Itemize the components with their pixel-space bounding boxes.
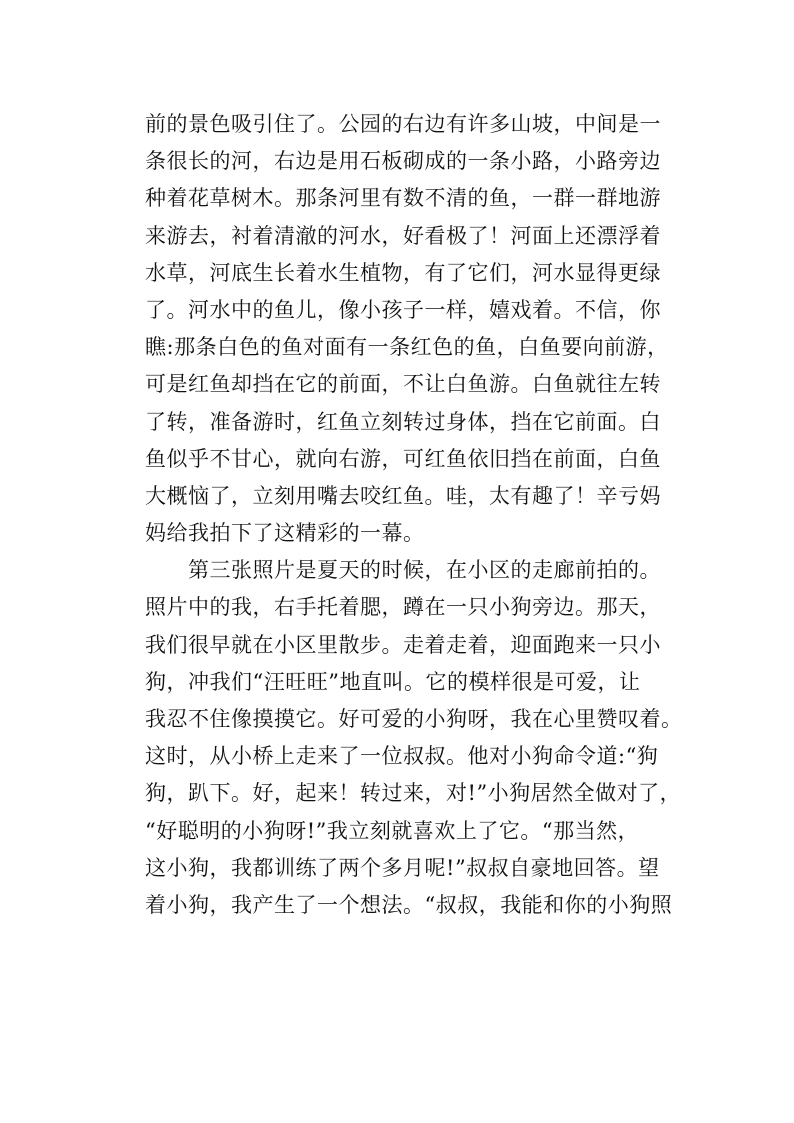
text-line: 狗，冲我们“汪旺旺”地直叫。它的模样很是可爱，让 bbox=[145, 669, 641, 694]
text-line: 照片中的我，右手托着腮，蹲在一只小狗旁边。那天， bbox=[145, 595, 661, 620]
text-line: 大概恼了，立刻用嘴去咬红鱼。哇，太有趣了！辛亏妈 bbox=[145, 483, 661, 508]
text-line: 了转，准备游时，红鱼立刻转过身体，挡在它前面。白 bbox=[145, 409, 661, 434]
text-line: 狗，趴下。好，起来！转过来，对!”小狗居然全做对了， bbox=[145, 781, 682, 806]
text-line: 前的景色吸引住了。公园的右边有许多山坡，中间是一 bbox=[145, 112, 661, 136]
text-line: 第三张照片是夏天的时候，在小区的走廊前拍的。 bbox=[145, 558, 661, 583]
text-line: 我们很早就在小区里散步。走着走着，迎面跑来一只小 bbox=[145, 632, 661, 657]
text-line: “好聪明的小狗呀!”我立刻就喜欢上了它。“那当然， bbox=[145, 818, 640, 843]
text-line: 这小狗，我都训练了两个多月呢!”叔叔自豪地回答。望 bbox=[145, 855, 660, 880]
text-line: 可是红鱼却挡在它的前面，不让白鱼游。白鱼就往左转 bbox=[145, 372, 661, 397]
text-line: 种着花草树木。那条河里有数不清的鱼，一群一群地游 bbox=[145, 186, 661, 211]
text-line: 鱼似乎不甘心，就向右游，可红鱼依旧挡在前面，白鱼 bbox=[145, 446, 661, 471]
body-text bbox=[145, 106, 683, 924]
text-line: 着小狗，我产生了一个想法。“叔叔，我能和你的小狗照 bbox=[145, 892, 673, 917]
text-line: 妈给我拍下了这精彩的一幕。 bbox=[145, 521, 425, 546]
text-line: 水草，河底生长着水生植物，有了它们，河水显得更绿 bbox=[145, 260, 661, 285]
text-line: 这时，从小桥上走来了一位叔叔。他对小狗命令道:“狗 bbox=[145, 744, 659, 769]
text-line: 我忍不住像摸摸它。好可爱的小狗呀，我在心里赞叹着。 bbox=[145, 707, 683, 731]
text-line: 瞧:那条白色的鱼对面有一条红色的鱼，白鱼要向前游， bbox=[145, 335, 669, 360]
text-line: 了。河水中的鱼儿，像小孩子一样，嬉戏着。不信，你 bbox=[145, 297, 661, 322]
text-line: 条很长的河，右边是用石板砌成的一条小路，小路旁边 bbox=[145, 149, 661, 174]
text-line: 来游去，衬着清澈的河水，好看极了！河面上还漂浮着 bbox=[145, 223, 661, 248]
